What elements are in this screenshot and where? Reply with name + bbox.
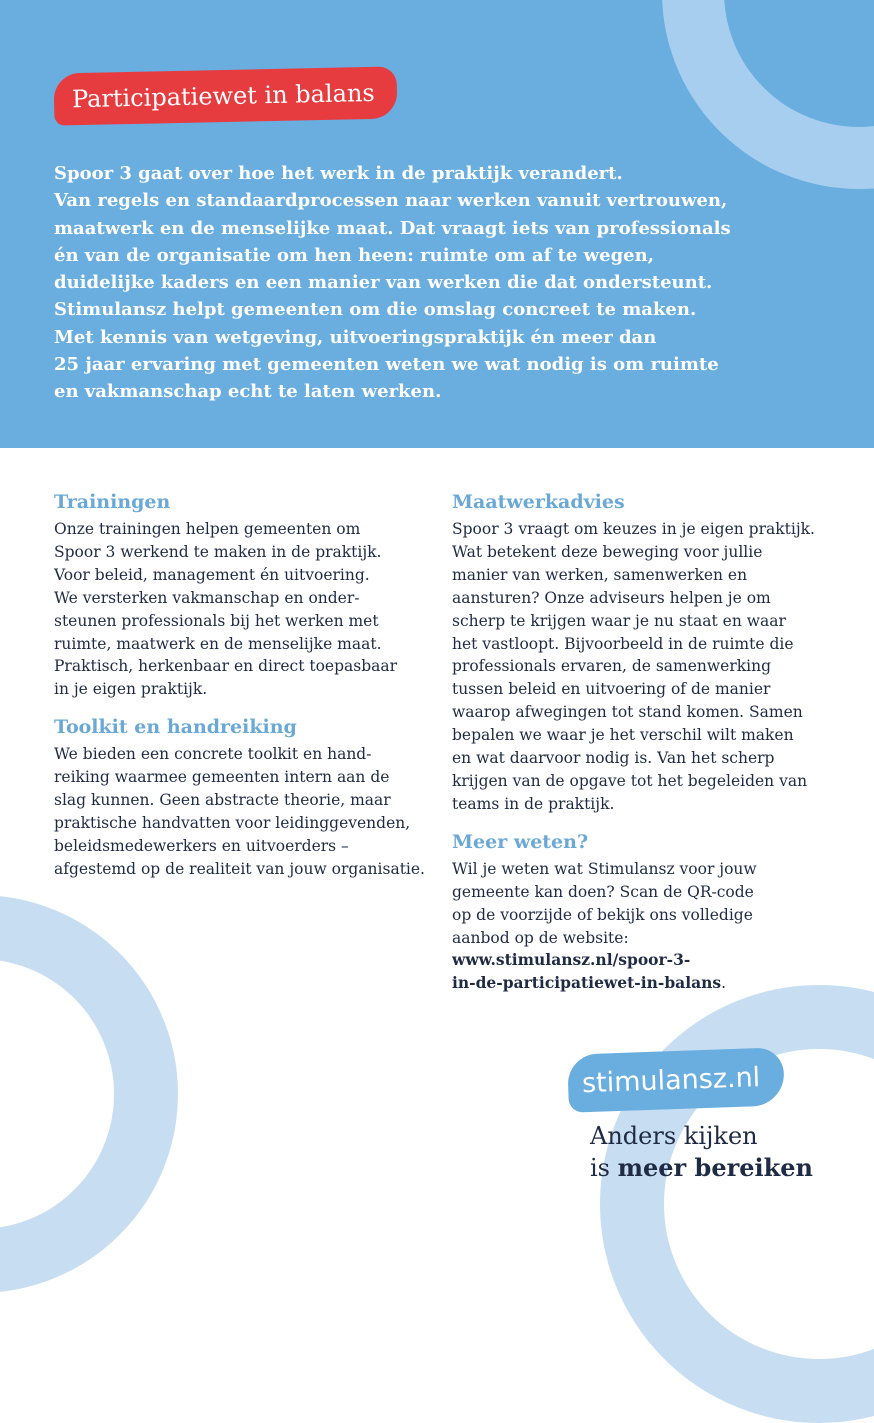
section-meer-weten	[452, 830, 832, 995]
intro-line: én van de organisatie om hen heen: ruimte om af te wegen,	[54, 244, 654, 266]
website-link[interactable]: in-de-participatiewet-in-balans	[452, 973, 722, 993]
intro-line: Met kennis van wetgeving, uitvoeringspraktijk én meer dan	[54, 326, 657, 348]
section-maatwerkadvies	[452, 490, 832, 816]
tagline-line-2	[590, 1152, 813, 1184]
body-line: steunen professionals bij het werken met	[54, 611, 379, 630]
body-line: het vastloopt. Bijvoorbeeld in de ruimte die	[452, 634, 794, 653]
left-column	[54, 490, 434, 895]
intro-line: 25 jaar ervaring met gemeenten weten we wat nodig is om ruimte	[54, 354, 719, 376]
body-line: waarop afwegingen tot stand komen. Samen	[452, 703, 803, 722]
body-line: Spoor 3 vraagt om keuzes in je eigen praktijk.	[452, 520, 815, 538]
decorative-ring-left	[0, 895, 178, 1293]
stimulansz-logo	[567, 1047, 785, 1113]
tagline-line-1: Anders kijken	[590, 1122, 758, 1150]
body-line: aanbod op de website:	[452, 928, 629, 947]
body-line: Wil je weten wat Stimulansz voor jouw	[452, 859, 757, 878]
section-body	[54, 518, 434, 701]
hero-banner	[0, 0, 874, 448]
body-line: tussen beleid en uitvoering of de manier	[452, 680, 771, 699]
section-body	[54, 743, 434, 880]
body-line: Wat betekent deze beweging voor jullie	[452, 542, 763, 561]
website-link[interactable]: www.stimulansz.nl/spoor-3-	[452, 950, 691, 970]
tagline	[590, 1120, 813, 1184]
tagline-strong: meer bereiken	[617, 1153, 813, 1182]
body-line: in je eigen praktijk.	[54, 680, 208, 699]
intro-line: en vakmanschap echt te laten werken.	[54, 381, 442, 403]
body-line: praktische handvatten voor leidinggevenden,	[54, 813, 411, 832]
right-column	[452, 490, 832, 1009]
body-line: en wat daarvoor nodig is. Van het scherp	[452, 749, 775, 768]
body-line: manier van werken, samenwerken en	[452, 565, 748, 584]
intro-line: Van regels en standaardprocessen naar werken vanuit vertrouwen,	[54, 190, 728, 212]
body-line: krijgen van de opgave tot het begeleiden van	[452, 771, 808, 790]
section-heading: Trainingen	[54, 491, 171, 513]
body-line: slag kunnen. Geen abstracte theorie, maar	[54, 791, 391, 810]
website-link-line-2	[452, 972, 832, 995]
section-heading: Meer weten?	[452, 830, 589, 853]
body-line: teams in de praktijk.	[452, 794, 615, 813]
tagline-prefix: is	[590, 1154, 618, 1182]
body-line: bepalen we waar je het verschil wilt maken	[452, 726, 794, 745]
intro-line: Spoor 3 gaat over hoe het werk in de praktijk verandert.	[54, 163, 623, 184]
body-line: gemeente kan doen? Scan de QR-code	[452, 882, 754, 901]
body-line: Spoor 3 werkend te maken in de praktijk.	[54, 542, 382, 561]
body-line: Onze trainingen helpen gemeenten om	[54, 520, 361, 538]
body-line: scherp te krijgen waar je nu staat en waar	[452, 611, 786, 630]
body-line: beleidsmedewerkers en uitvoerders –	[54, 836, 349, 855]
intro-line: Stimulansz helpt gemeenten om die omslag concreet te maken.	[54, 299, 697, 321]
body-line: op de voorzijde of bekijk ons volledige	[452, 905, 753, 924]
body-line: afgestemd op de realiteit van jouw organisatie.	[54, 859, 425, 878]
body-line: reiking waarmee gemeenten intern aan de	[54, 768, 390, 787]
section-toolkit	[54, 715, 434, 880]
body-line: Voor beleid, management én uitvoering.	[54, 565, 370, 584]
logo-text: stimulansz.nl	[581, 1061, 761, 1099]
section-body	[452, 858, 832, 995]
body-line: professionals ervaren, de samenwerking	[452, 657, 772, 676]
body-line: We bieden een concrete toolkit en hand-	[54, 745, 372, 764]
body-line: Praktisch, herkenbaar en direct toepasbaar	[54, 657, 398, 676]
title-badge	[53, 66, 397, 125]
body-line: ruimte, maatwerk en de menselijke maat.	[54, 634, 382, 653]
section-heading: Maatwerkadvies	[452, 491, 625, 513]
intro-line: duidelijke kaders en een manier van werken die dat ondersteunt.	[54, 272, 713, 294]
intro-paragraph	[54, 160, 834, 406]
link-period: .	[721, 974, 727, 993]
section-trainingen	[54, 490, 434, 701]
section-body	[452, 518, 832, 816]
intro-line: maatwerk en de menselijke maat. Dat vraagt iets van professionals	[54, 217, 731, 239]
body-line: We versterken vakmanschap en onder-	[54, 588, 360, 607]
page-title: Participatiewet in balans	[71, 78, 375, 114]
section-heading: Toolkit en handreiking	[54, 716, 297, 739]
body-line: aansturen? Onze adviseurs helpen je om	[452, 588, 771, 607]
